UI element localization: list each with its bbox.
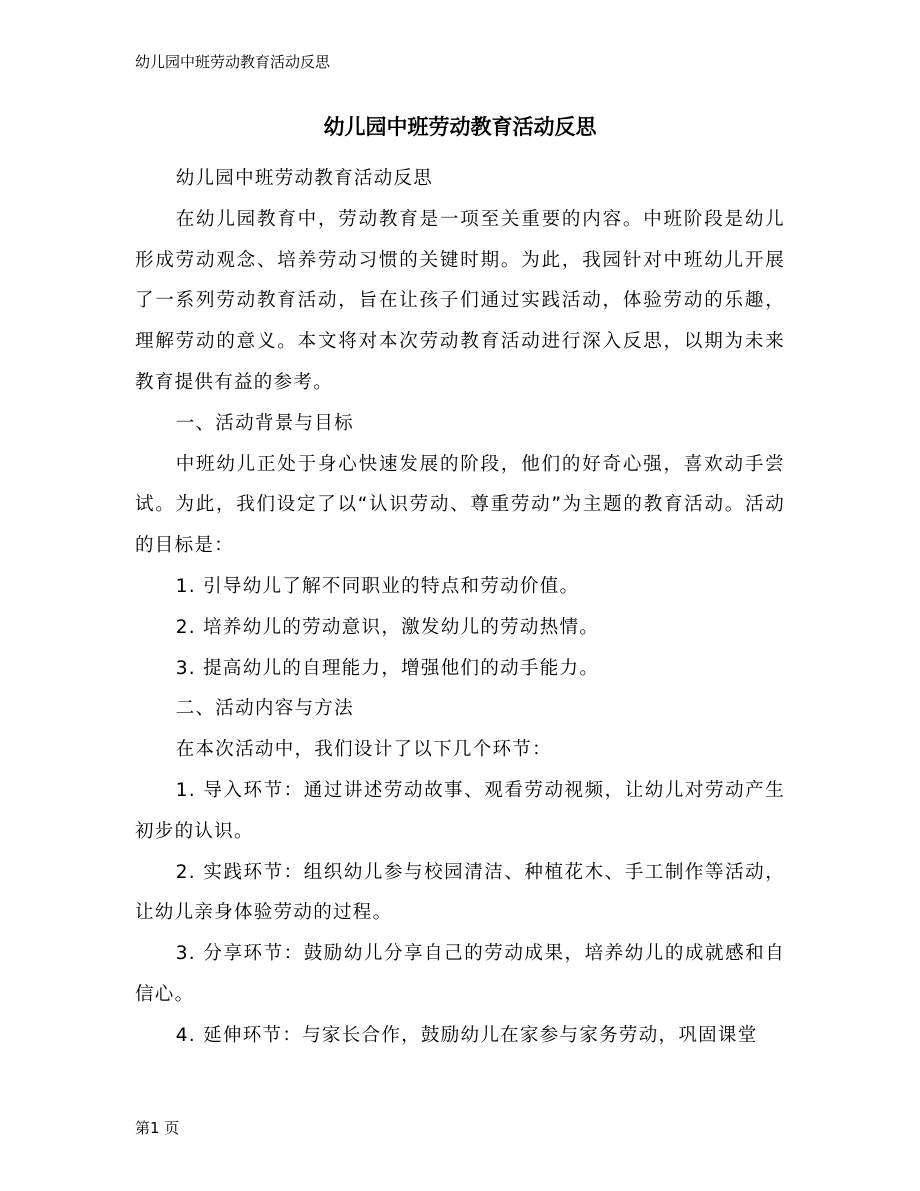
step-item-4: 4. 延伸环节：与家长合作，鼓励幼儿在家参与家务劳动，巩固课堂 <box>175 1024 758 1046</box>
step-item-2: 2. 实践环节：组织幼儿参与校园清洁、种植花木、手工制作等活动，让幼儿亲身体验劳动的过程。 <box>135 861 785 924</box>
background-paragraph: 中班幼儿正处于身心快速发展的阶段，他们的好奇心强，喜欢动手尝试。为此，我们设定了以“认识劳动、尊重劳动”为主题的教育活动。活动的目标是： <box>135 453 785 557</box>
goal-item-2: 2. 培养幼儿的劳动意识，激发幼儿的劳动热情。 <box>175 616 600 638</box>
step-item-1: 1. 导入环节：通过讲述劳动故事、观看劳动视频，让幼儿对劳动产生初步的认识。 <box>135 779 785 842</box>
intro-paragraph: 在幼儿园教育中，劳动教育是一项至关重要的内容。中班阶段是幼儿形成劳动观念、培养劳动习惯的关键时期。为此，我园针对中班幼儿开展了一系列劳动教育活动，旨在让孩子们通过实践活动，体验劳动的乐趣，理解劳动的意义。本文将对本次劳动教育活动进行深入反思，以期为未来教育提供有益的参考。 <box>135 208 785 393</box>
running-header: 幼儿园中班劳动教育活动反思 <box>135 53 331 71</box>
document-title: 幼儿园中班劳动教育活动反思 <box>323 115 597 139</box>
goal-item-1: 1. 引导幼儿了解不同职业的特点和劳动价值。 <box>175 575 580 597</box>
section-heading-background: 一、活动背景与目标 <box>175 412 354 434</box>
document-body <box>135 159 785 1057</box>
section-heading-content: 二、活动内容与方法 <box>175 698 354 720</box>
subtitle-paragraph: 幼儿园中班劳动教育活动反思 <box>175 168 434 189</box>
content-intro-paragraph: 在本次活动中，我们设计了以下几个环节： <box>175 739 552 761</box>
step-item-3: 3. 分享环节：鼓励幼儿分享自己的劳动成果，培养幼儿的成就感和自信心。 <box>135 943 785 1005</box>
goal-item-3: 3. 提高幼儿的自理能力，增强他们的动手能力。 <box>175 657 600 679</box>
page-number: 第1 页 <box>135 1119 180 1137</box>
